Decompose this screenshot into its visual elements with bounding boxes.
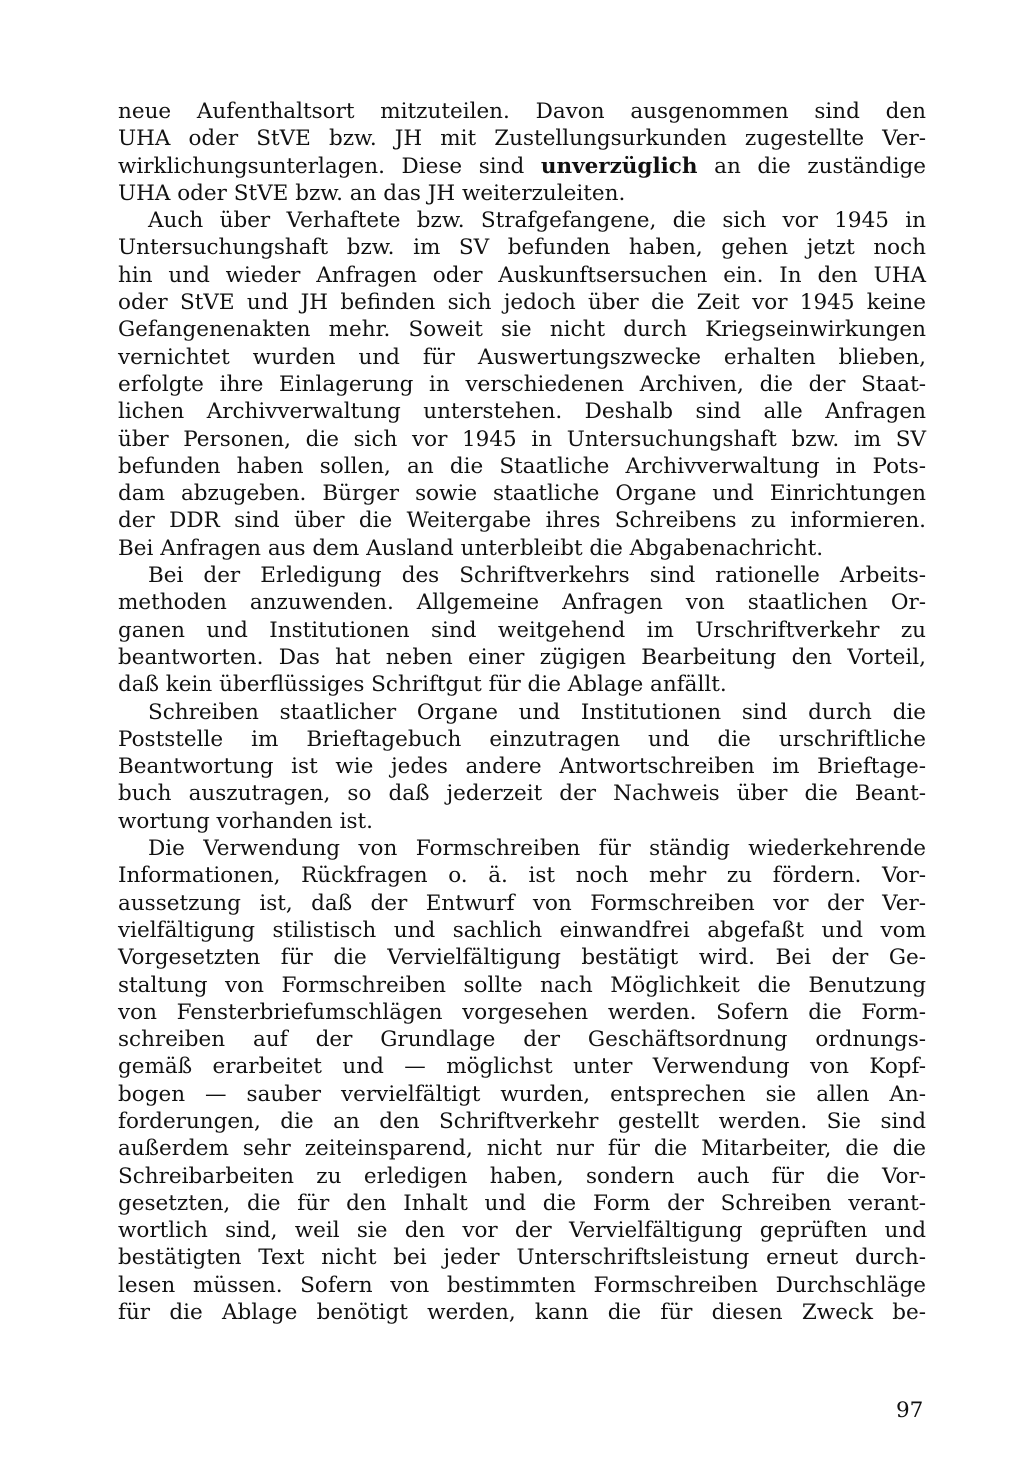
text-line: UHA oder StVE bzw. an das JH weiterzuleiten. bbox=[118, 180, 626, 206]
text-line: beantworten. Das hat neben einer zügigen Bearbeitung den Vorteil, bbox=[118, 644, 926, 670]
text-line: Untersuchungshaft bzw. im SV befunden haben, gehen jetzt noch bbox=[118, 235, 926, 261]
text-line: für die Ablage benötigt werden, kann die für diesen Zweck be- bbox=[118, 1300, 926, 1326]
text-line: Informationen, Rückfragen o. ä. ist noch mehr zu fördern. Vor- bbox=[118, 863, 926, 889]
text-line: Beantwortung ist wie jedes andere Antwortschreiben im Brieftage- bbox=[118, 754, 926, 780]
text-line: ganen und Institutionen sind weitgehend im Urschriftverkehr zu bbox=[118, 617, 926, 643]
text-line: lichen Archivverwaltung unterstehen. Deshalb sind alle Anfragen bbox=[118, 399, 926, 425]
text-line: vielfältigung stilistisch und sachlich einwandfrei abgefaßt und vom bbox=[118, 917, 926, 943]
text-line: Vorgesetzten für die Vervielfältigung bestätigt wird. Bei der Ge- bbox=[118, 945, 926, 971]
text-line: aussetzung ist, daß der Entwurf von Formschreiben vor der Ver- bbox=[118, 890, 926, 916]
text-line: Die Verwendung von Formschreiben für ständig wiederkehrende bbox=[148, 836, 926, 862]
text-line: gesetzten, die für den Inhalt und die Form der Schreiben verant- bbox=[118, 1190, 926, 1216]
text-line: wirklichungsunterlagen. Diese sind unverzüglich an die zuständige bbox=[118, 153, 926, 179]
text-line: forderungen, die an den Schriftverkehr gestellt werden. Sie sind bbox=[118, 1108, 926, 1134]
text-line: Bei Anfragen aus dem Ausland unterbleibt die Abgabenachricht. bbox=[118, 535, 824, 561]
text-line: methoden anzuwenden. Allgemeine Anfragen von staatlichen Or- bbox=[118, 590, 926, 616]
body-text bbox=[118, 98, 926, 1326]
text-line: Auch über Verhaftete bzw. Strafgefangene, die sich vor 1945 in bbox=[148, 208, 926, 234]
text-line: Poststelle im Brieftagebuch einzutragen und die urschriftliche bbox=[118, 726, 926, 752]
text-line: schreiben auf der Grundlage der Geschäftsordnung ordnungs- bbox=[118, 1027, 926, 1053]
text-line: außerdem sehr zeiteinsparend, nicht nur für die Mitarbeiter, die die bbox=[118, 1136, 926, 1162]
text-line: gemäß erarbeitet und — möglichst unter Verwendung von Kopf- bbox=[118, 1054, 926, 1080]
text-line: von Fensterbriefumschlägen vorgesehen werden. Sofern die Form- bbox=[118, 999, 926, 1025]
text-line: lesen müssen. Sofern von bestimmten Formschreiben Durchschläge bbox=[118, 1272, 926, 1298]
text-line: Schreibarbeiten zu erledigen haben, sondern auch für die Vor- bbox=[118, 1163, 926, 1189]
text-line: dam abzugeben. Bürger sowie staatliche Organe und Einrichtungen bbox=[118, 481, 926, 507]
text-line: Gefangenenakten mehr. Soweit sie nicht durch Kriegseinwirkungen bbox=[118, 317, 926, 343]
text-line: der DDR sind über die Weitergabe ihres Schreibens zu informieren. bbox=[118, 508, 926, 534]
text-line: UHA oder StVE bzw. JH mit Zustellungsurkunden zugestellte Ver- bbox=[118, 126, 926, 152]
emphasis-word: unverzüglich bbox=[540, 153, 698, 179]
text-line: vernichtet wurden und für Auswertungszwecke erhalten blieben, bbox=[118, 344, 926, 370]
page-number: 97 bbox=[896, 1398, 924, 1423]
text-line: hin und wieder Anfragen oder Auskunftsersuchen ein. In den UHA bbox=[118, 262, 926, 288]
text-line: bogen — sauber vervielfältigt wurden, entsprechen sie allen An- bbox=[118, 1081, 926, 1107]
text-line: daß kein überflüssiges Schriftgut für die Ablage anfällt. bbox=[118, 672, 727, 698]
text-line: bestätigten Text nicht bei jeder Unterschriftsleistung erneut durch- bbox=[118, 1245, 926, 1271]
text-line: Bei der Erledigung des Schriftverkehrs sind rationelle Arbeits- bbox=[148, 563, 926, 589]
text-line: staltung von Formschreiben sollte nach Möglichkeit die Benutzung bbox=[118, 972, 926, 998]
text-line: wortung vorhanden ist. bbox=[118, 808, 373, 834]
text-line: über Personen, die sich vor 1945 in Untersuchungshaft bzw. im SV bbox=[118, 426, 926, 452]
text-line: neue Aufenthaltsort mitzuteilen. Davon ausgenommen sind den bbox=[118, 99, 926, 124]
text-line: buch auszutragen, so daß jederzeit der Nachweis über die Beant- bbox=[118, 781, 926, 807]
text-line: befunden haben sollen, an die Staatliche Archivverwaltung in Pots- bbox=[118, 453, 926, 479]
text-line: erfolgte ihre Einlagerung in verschiedenen Archiven, die der Staat- bbox=[118, 371, 926, 397]
text-line: oder StVE und JH befinden sich jedoch über die Zeit vor 1945 keine bbox=[118, 290, 926, 316]
text-line: Schreiben staatlicher Organe und Institutionen sind durch die bbox=[148, 699, 926, 725]
text-line: wortlich sind, weil sie den vor der Vervielfältigung geprüften und bbox=[118, 1218, 926, 1244]
